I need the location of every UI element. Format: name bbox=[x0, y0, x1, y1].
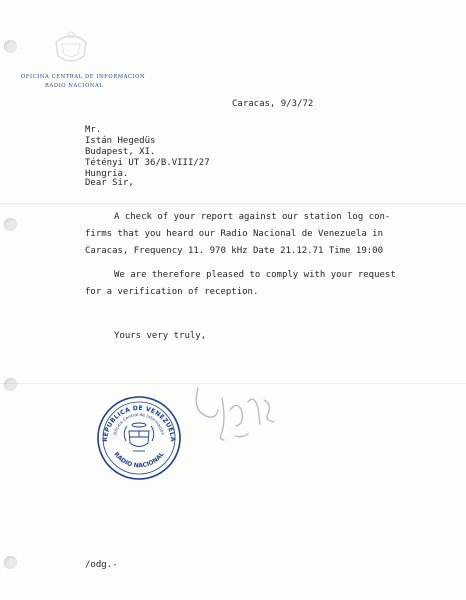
closing: Yours very truly, bbox=[114, 331, 207, 341]
body-line: for a verification of reception. bbox=[85, 287, 259, 297]
recipient-salutation: Mr. bbox=[85, 125, 102, 135]
date-line: Caracas, 9/3/72 bbox=[232, 99, 314, 109]
signature bbox=[182, 380, 292, 450]
stamp-inner-text: Oficina Central de Información bbox=[112, 411, 166, 436]
punch-hole bbox=[4, 40, 17, 53]
letterhead-station: RADIO NACIONAL bbox=[45, 83, 104, 89]
letterhead-office: OFICINA CENTRAL DE INFORMACION bbox=[21, 74, 146, 80]
svg-text:RADIO NACIONAL bbox=[112, 451, 165, 470]
reference-initials: /odg.- bbox=[85, 560, 118, 570]
recipient-name: Istán Hegedüs bbox=[85, 136, 156, 146]
embossed-crest-icon bbox=[50, 26, 92, 68]
stamp-bottom-text: RADIO NACIONAL bbox=[112, 450, 166, 470]
stamp-outer-text: REPUBLICA DE VENEZUELA bbox=[101, 404, 177, 443]
body-line: We are therefore pleased to comply with your request bbox=[114, 270, 396, 280]
body-line: firms that you heard our Radio Nacional de Venezuela in bbox=[85, 229, 384, 239]
coat-of-arms-icon bbox=[124, 423, 154, 451]
punch-hole bbox=[4, 378, 17, 391]
body-line: A check of your report against our station log con- bbox=[114, 212, 391, 222]
recipient-country: Hungria. bbox=[85, 169, 129, 179]
punch-hole bbox=[4, 556, 17, 569]
official-stamp bbox=[96, 395, 182, 481]
recipient-street: Tétényi UT 36/B.VIII/27 bbox=[85, 158, 210, 168]
greeting: Dear Sir, bbox=[85, 178, 134, 188]
fold-line bbox=[0, 203, 466, 204]
punch-hole bbox=[4, 218, 17, 231]
recipient-city: Budapest, XI. bbox=[85, 147, 156, 157]
body-line: Caracas, Frequency 11. 970 kHz Date 21.12.71 Time 19:00 bbox=[85, 246, 384, 256]
